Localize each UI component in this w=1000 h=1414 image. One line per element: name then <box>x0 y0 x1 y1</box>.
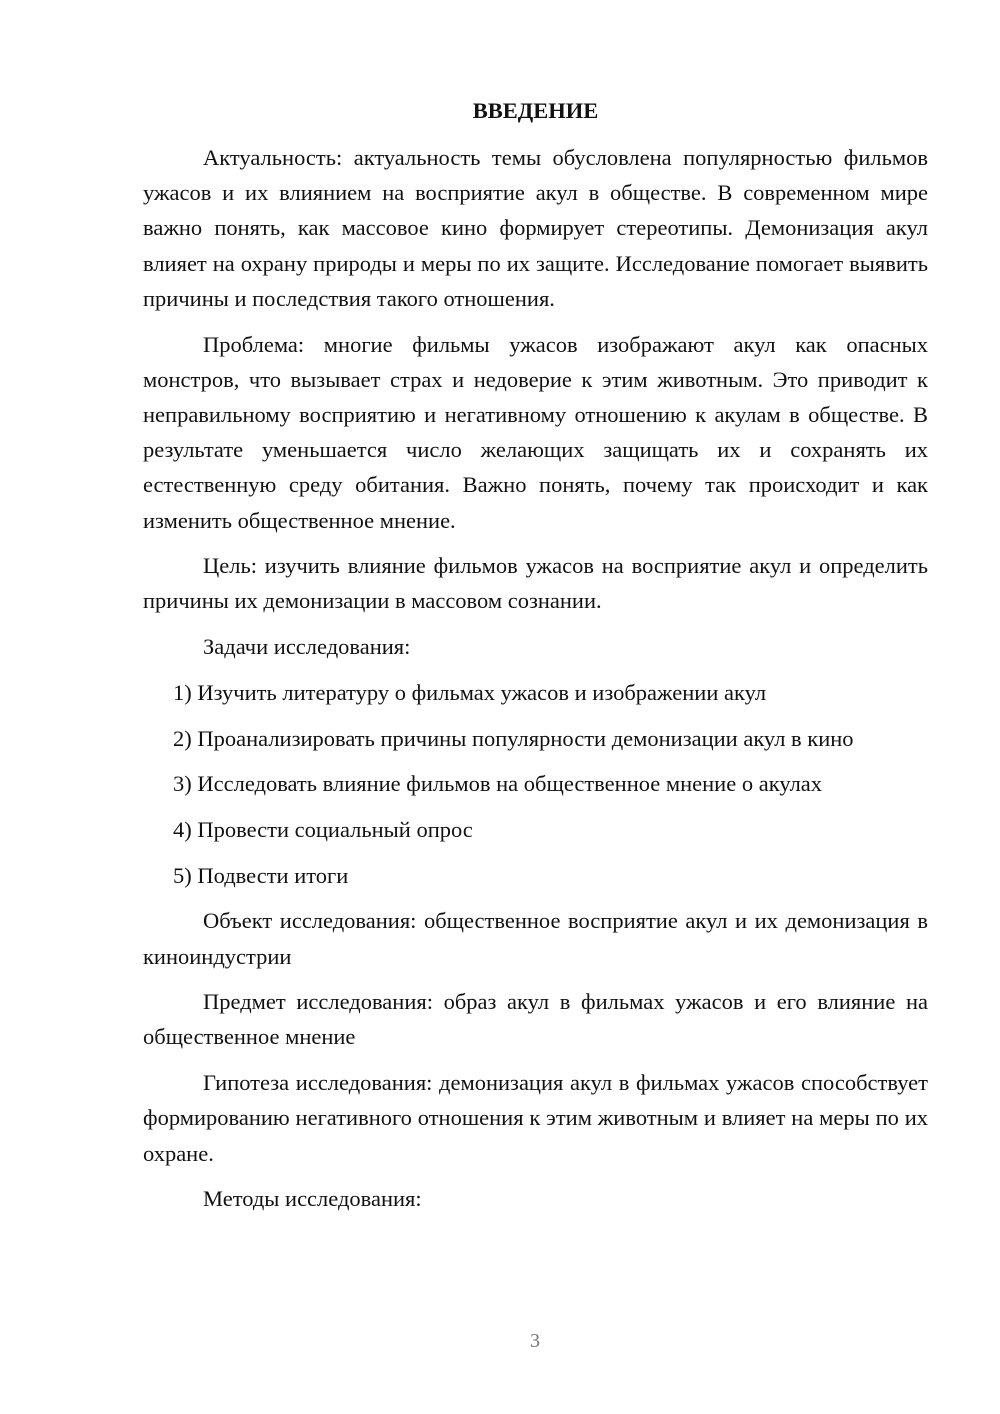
paragraph-subject: Предмет исследования: образ акул в фильмах ужасов и его влияние на общественное мнение <box>143 989 928 1050</box>
paragraph-problem: Проблема: многие фильмы ужасов изображают акул как опасных монстров, что вызывает страх и недоверие к этим животным. Это приводит к неправильному восприятию и негативному отношению к акулам в обществе. В результате уменьшается число желающих защищать их и сохранять их естественную среду обитания. Важно понять, почему так происходит и как изменить общественное мнение. <box>143 331 928 533</box>
tasks-list <box>143 675 928 893</box>
document-page <box>143 92 928 1227</box>
section-title: ВВЕДЕНИЕ <box>472 98 599 123</box>
list-item: 3) Исследовать влияние фильмов на общественное мнение о акулах <box>173 771 823 797</box>
paragraph-relevance: Актуальность: актуальность темы обусловлена популярностью фильмов ужасов и их влиянием на восприятие акул в обществе. В современном мире важно понять, как массовое кино формирует стереотипы. Демонизация акул влияет на охрану природы и меры по их защите. Исследование помогает выявить причины и последствия такого отношения. <box>143 145 928 311</box>
paragraph-object: Объект исследования: общественное восприятие акул и их демонизация в киноиндустрии <box>143 908 928 969</box>
page-number: 3 <box>530 1330 540 1352</box>
list-item: 4) Провести социальный опрос <box>173 816 473 842</box>
list-item: 2) Проанализировать причины популярности демонизации акул в кино <box>173 725 854 751</box>
paragraph-hypothesis: Гипотеза исследования: демонизация акул в фильмах ужасов способствует формированию негативного отношения к этим животным и влияет на меры по их охране. <box>143 1070 928 1166</box>
methods-heading: Методы исследования: <box>203 1186 422 1212</box>
tasks-heading: Задачи исследования: <box>203 634 411 660</box>
paragraph-goal: Цель: изучить влияние фильмов ужасов на восприятие акул и определить причины их демонизации в массовом сознании. <box>143 553 928 614</box>
list-item: 1) Изучить литературу о фильмах ужасов и изображении акул <box>173 679 767 705</box>
list-item: 5) Подвести итоги <box>173 862 349 888</box>
